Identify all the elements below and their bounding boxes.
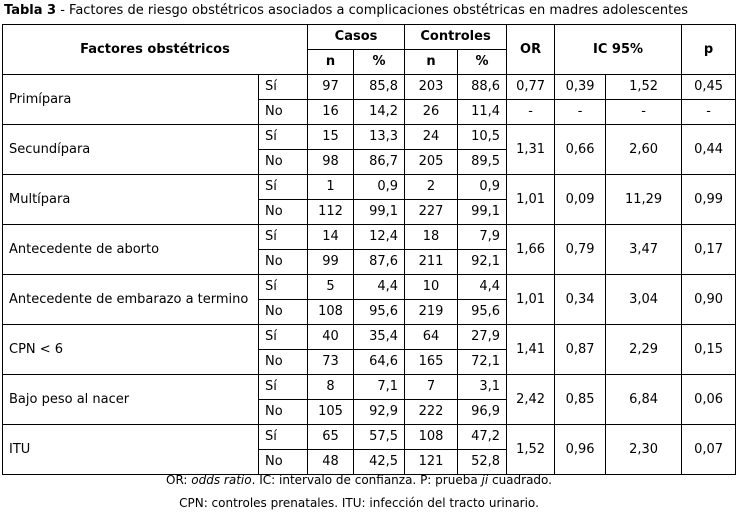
- controls-n: 2: [405, 175, 458, 200]
- factor-label: Antecedente de embarazo a termino: [3, 275, 259, 325]
- controls-n: 10: [405, 275, 458, 300]
- header-controls-n: n: [405, 50, 458, 75]
- cases-pct: 92,9: [354, 400, 405, 425]
- ci-lower: 0,87: [555, 325, 606, 375]
- controls-pct: 72,1: [458, 350, 507, 375]
- answer-label: Sí: [259, 275, 308, 300]
- odds-ratio: 1,31: [507, 125, 555, 175]
- table-row: [3, 225, 736, 250]
- note-italic: odds ratio: [191, 473, 252, 487]
- answer-label: Sí: [259, 375, 308, 400]
- cases-n: 8: [308, 375, 354, 400]
- cases-n: 65: [308, 425, 354, 450]
- cases-pct: 95,6: [354, 300, 405, 325]
- answer-label: No: [259, 350, 308, 375]
- controls-pct: 10,5: [458, 125, 507, 150]
- controls-n: 205: [405, 150, 458, 175]
- factor-label: Antecedente de aborto: [3, 225, 259, 275]
- controls-pct: 88,6: [458, 75, 507, 100]
- header-controls-pct: %: [458, 50, 507, 75]
- odds-ratio: 1,66: [507, 225, 555, 275]
- p-value: 0,45: [682, 75, 736, 100]
- ci-upper: -: [606, 100, 682, 125]
- header-ic: IC 95%: [555, 25, 682, 75]
- factor-label: Primípara: [3, 75, 259, 125]
- p-value: 0,99: [682, 175, 736, 225]
- table-row: [3, 325, 736, 350]
- answer-label: No: [259, 400, 308, 425]
- ci-lower: 0,66: [555, 125, 606, 175]
- table-row: [3, 275, 736, 300]
- factor-label: CPN < 6: [3, 325, 259, 375]
- table-row: [3, 75, 736, 100]
- p-value: 0,44: [682, 125, 736, 175]
- cases-n: 1: [308, 175, 354, 200]
- cases-n: 16: [308, 100, 354, 125]
- cases-n: 40: [308, 325, 354, 350]
- controls-pct: 47,2: [458, 425, 507, 450]
- ci-lower: 0,85: [555, 375, 606, 425]
- answer-label: No: [259, 300, 308, 325]
- odds-ratio: 2,42: [507, 375, 555, 425]
- p-value: -: [682, 100, 736, 125]
- cases-pct: 85,8: [354, 75, 405, 100]
- factor-label: Secundípara: [3, 125, 259, 175]
- controls-pct: 11,4: [458, 100, 507, 125]
- ci-lower: -: [555, 100, 606, 125]
- cases-n: 14: [308, 225, 354, 250]
- controls-n: 108: [405, 425, 458, 450]
- odds-ratio: 0,77: [507, 75, 555, 100]
- cases-pct: 14,2: [354, 100, 405, 125]
- header-cases-pct: %: [354, 50, 405, 75]
- cases-pct: 57,5: [354, 425, 405, 450]
- table-number: Tabla 3: [4, 3, 57, 18]
- ci-upper: 2,29: [606, 325, 682, 375]
- controls-n: 222: [405, 400, 458, 425]
- cases-pct: 42,5: [354, 450, 405, 475]
- factor-label: Bajo peso al nacer: [3, 375, 259, 425]
- cases-pct: 35,4: [354, 325, 405, 350]
- note-italic: ji: [481, 473, 489, 487]
- table-caption: [4, 3, 688, 18]
- p-value: 0,15: [682, 325, 736, 375]
- cases-n: 112: [308, 200, 354, 225]
- controls-n: 26: [405, 100, 458, 125]
- p-value: 0,17: [682, 225, 736, 275]
- cases-n: 73: [308, 350, 354, 375]
- cases-pct: 4,4: [354, 275, 405, 300]
- controls-n: 24: [405, 125, 458, 150]
- cases-pct: 7,1: [354, 375, 405, 400]
- note-part: OR:: [166, 473, 192, 487]
- cases-n: 98: [308, 150, 354, 175]
- header-cases-n: n: [308, 50, 354, 75]
- answer-label: No: [259, 250, 308, 275]
- controls-pct: 92,1: [458, 250, 507, 275]
- cases-n: 105: [308, 400, 354, 425]
- answer-label: Sí: [259, 125, 308, 150]
- controls-pct: 3,1: [458, 375, 507, 400]
- header-cases: Casos: [308, 25, 405, 50]
- odds-ratio: 1,52: [507, 425, 555, 475]
- note-part: cuadrado.: [488, 473, 552, 487]
- risk-factors-table: [2, 24, 736, 475]
- answer-label: Sí: [259, 325, 308, 350]
- p-value: 0,07: [682, 425, 736, 475]
- controls-n: 219: [405, 300, 458, 325]
- controls-pct: 52,8: [458, 450, 507, 475]
- cases-pct: 13,3: [354, 125, 405, 150]
- controls-n: 7: [405, 375, 458, 400]
- controls-pct: 96,9: [458, 400, 507, 425]
- ci-lower: 0,79: [555, 225, 606, 275]
- controls-n: 64: [405, 325, 458, 350]
- odds-ratio: 1,41: [507, 325, 555, 375]
- p-value: 0,90: [682, 275, 736, 325]
- ci-lower: 0,96: [555, 425, 606, 475]
- ci-upper: 1,52: [606, 75, 682, 100]
- ci-upper: 2,60: [606, 125, 682, 175]
- controls-pct: 4,4: [458, 275, 507, 300]
- controls-pct: 0,9: [458, 175, 507, 200]
- ci-upper: 6,84: [606, 375, 682, 425]
- note-part: . IC: intervalo de confianza. P: prueba: [251, 473, 482, 487]
- odds-ratio: 1,01: [507, 275, 555, 325]
- controls-n: 121: [405, 450, 458, 475]
- answer-label: No: [259, 200, 308, 225]
- controls-n: 227: [405, 200, 458, 225]
- cases-pct: 0,9: [354, 175, 405, 200]
- answer-label: No: [259, 450, 308, 475]
- header-or: OR: [507, 25, 555, 75]
- controls-n: 203: [405, 75, 458, 100]
- answer-label: No: [259, 100, 308, 125]
- cases-pct: 87,6: [354, 250, 405, 275]
- ci-upper: 2,30: [606, 425, 682, 475]
- footnote-abbreviations: [0, 473, 718, 487]
- ci-upper: 11,29: [606, 175, 682, 225]
- answer-label: Sí: [259, 225, 308, 250]
- cases-n: 99: [308, 250, 354, 275]
- footnote-definitions: CPN: controles prenatales. ITU: infección del tracto urinario.: [179, 496, 539, 510]
- cases-n: 108: [308, 300, 354, 325]
- answer-label: Sí: [259, 75, 308, 100]
- cases-n: 48: [308, 450, 354, 475]
- controls-n: 165: [405, 350, 458, 375]
- table-row: [3, 425, 736, 450]
- cases-n: 15: [308, 125, 354, 150]
- answer-label: Sí: [259, 175, 308, 200]
- controls-n: 18: [405, 225, 458, 250]
- factor-label: ITU: [3, 425, 259, 475]
- table-row: [3, 175, 736, 200]
- controls-n: 211: [405, 250, 458, 275]
- cases-n: 97: [308, 75, 354, 100]
- cases-n: 5: [308, 275, 354, 300]
- header-controls: Controles: [405, 25, 507, 50]
- ci-upper: 3,04: [606, 275, 682, 325]
- controls-pct: 27,9: [458, 325, 507, 350]
- p-value: 0,06: [682, 375, 736, 425]
- table-row: [3, 125, 736, 150]
- controls-pct: 7,9: [458, 225, 507, 250]
- table-row: [3, 375, 736, 400]
- header-p: p: [682, 25, 736, 75]
- cases-pct: 64,6: [354, 350, 405, 375]
- controls-pct: 99,1: [458, 200, 507, 225]
- answer-label: Sí: [259, 425, 308, 450]
- odds-ratio: 1,01: [507, 175, 555, 225]
- cases-pct: 99,1: [354, 200, 405, 225]
- cases-pct: 86,7: [354, 150, 405, 175]
- controls-pct: 89,5: [458, 150, 507, 175]
- controls-pct: 95,6: [458, 300, 507, 325]
- odds-ratio: -: [507, 100, 555, 125]
- factor-label: Multípara: [3, 175, 259, 225]
- header-factors: Factores obstétricos: [3, 25, 308, 75]
- answer-label: No: [259, 150, 308, 175]
- ci-lower: 0,39: [555, 75, 606, 100]
- ci-lower: 0,09: [555, 175, 606, 225]
- cases-pct: 12,4: [354, 225, 405, 250]
- ci-lower: 0,34: [555, 275, 606, 325]
- table-title: - Factores de riesgo obstétricos asociados a complicaciones obstétricas en madres adolescentes: [56, 3, 689, 18]
- ci-upper: 3,47: [606, 225, 682, 275]
